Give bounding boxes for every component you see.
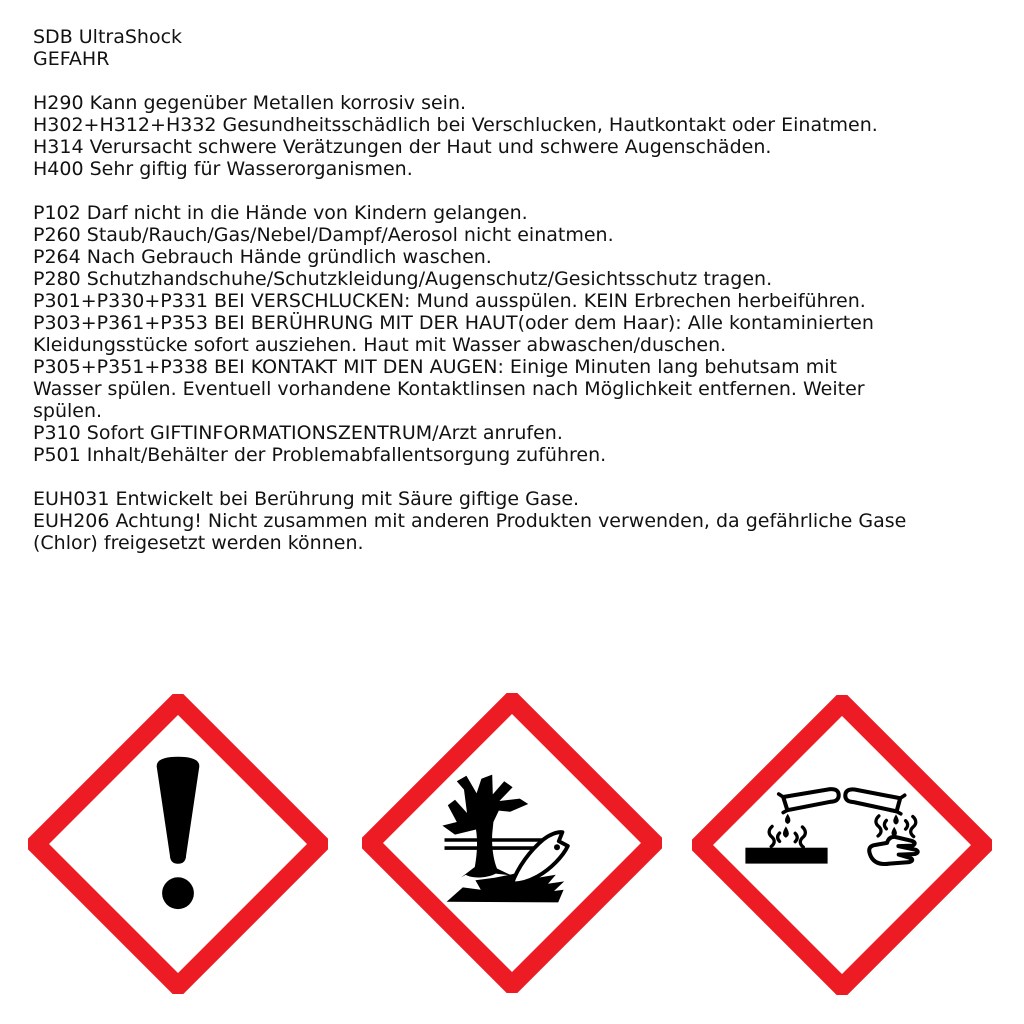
precautionary-statement-line: P303+P361+P353 BEI BERÜHRUNG MIT DER HAUT(oder dem Haar): Alle kontaminierten (33, 312, 874, 334)
spacer (33, 466, 906, 488)
euh-statement-line: EUH031 Entwickelt bei Berührung mit Säure giftige Gase. (33, 488, 580, 510)
spacer (33, 180, 906, 202)
precautionary-statement-line: P102 Darf nicht in die Hände von Kindern gelangen. (33, 202, 528, 224)
precautionary-statement-line: P501 Inhalt/Behälter der Problemabfallentsorgung zuführen. (33, 444, 607, 466)
red-diamond-border-icon (370, 701, 654, 985)
euh-statement-line: (Chlor) freigesetzt werden können. (33, 532, 364, 554)
hazard-statement-line: H302+H312+H332 Gesundheitsschädlich bei Verschlucken, Hautkontakt oder Einatmen. (33, 114, 878, 136)
exclamation-dot-icon (162, 877, 194, 909)
precautionary-statement-line: P305+P351+P338 BEI KONTAKT MIT DEN AUGEN: Einige Minuten lang behutsam mit (33, 356, 837, 378)
precautionary-statement-line: P260 Staub/Rauch/Gas/Nebel/Dampf/Aerosol nicht einatmen. (33, 224, 614, 246)
hazard-statement-line: H400 Sehr giftig für Wasserorganismen. (33, 158, 413, 180)
red-diamond-border-icon (700, 703, 984, 987)
precautionary-statement-line: P280 Schutzhandschuhe/Schutzkleidung/Augenschutz/Gesichtsschutz tragen. (33, 268, 773, 290)
precautionary-statement-line: spülen. (33, 400, 103, 422)
precautionary-statement-line: P264 Nach Gebrauch Hände gründlich waschen. (33, 246, 492, 268)
hazard-statement-line: H314 Verursacht schwere Verätzungen der Haut und schwere Augenschäden. (33, 136, 772, 158)
corroded-surface-bar-icon (745, 848, 827, 864)
signal-word: GEFAHR (33, 48, 110, 70)
ghs-pictogram-environmental-hazard (362, 693, 662, 993)
euh-statement-line: EUH206 Achtung! Nicht zusammen mit anderen Produkten verwenden, da gefährliche Gase (33, 510, 907, 532)
precautionary-statement-line: P301+P330+P331 BEI VERSCHLUCKEN: Mund ausspülen. KEIN Erbrechen herbeiführen. (33, 290, 866, 312)
fish-eye-icon (554, 844, 560, 850)
statement-text-block (33, 26, 906, 554)
spacer (33, 70, 906, 92)
precautionary-statement-line: P310 Sofort GIFTINFORMATIONSZENTRUM/Arzt anrufen. (33, 422, 563, 444)
ghs-pictogram-exclamation-mark (28, 694, 328, 994)
precautionary-statement-line: Kleidungsstücke sofort ausziehen. Haut mit Wasser abwaschen/duschen. (33, 334, 727, 356)
product-title: SDB UltraShock (33, 26, 183, 48)
hazard-statement-line: H290 Kann gegenüber Metallen korrosiv sein. (33, 92, 467, 114)
precautionary-statement-line: Wasser spülen. Eventuell vorhandene Kontaktlinsen nach Möglichkeit entfernen. Weiter (33, 378, 865, 400)
ghs-pictogram-corrosion (692, 695, 992, 995)
